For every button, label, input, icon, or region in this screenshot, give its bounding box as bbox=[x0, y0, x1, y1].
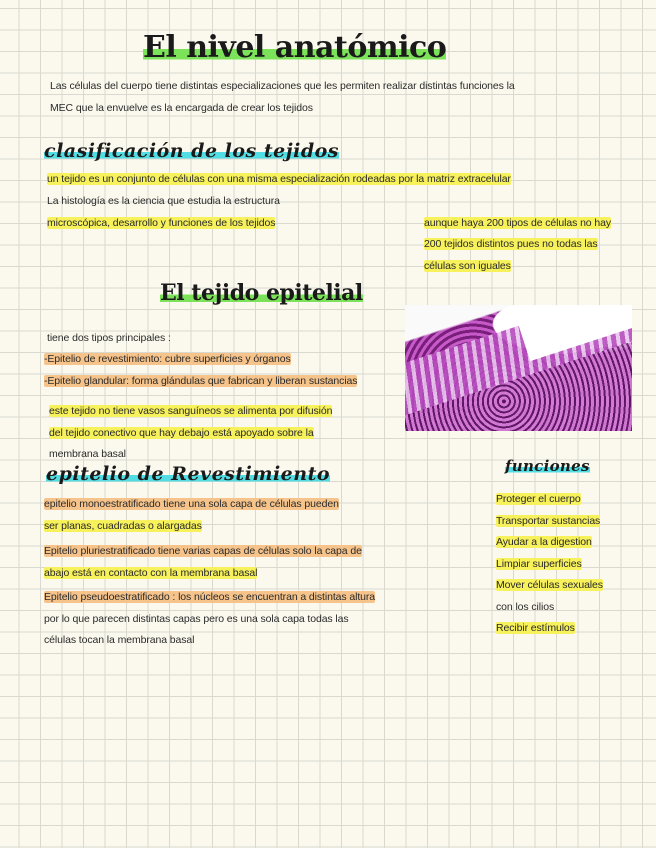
funcion-item: Recibir estímulos bbox=[496, 622, 575, 634]
tipos-intro: tiene dos tipos principales : bbox=[47, 332, 171, 344]
funcion-item: Transportar sustancias bbox=[496, 515, 601, 527]
note-line-2: 200 tejidos distintos pues no todas las bbox=[424, 238, 598, 250]
revestimiento-line-6: por lo que parecen distintas capas pero es una sola capa todas las bbox=[44, 613, 349, 625]
epithelium-micrograph bbox=[405, 305, 632, 431]
vasos-line-1: este tejido no tiene vasos sanguíneos se alimenta por difusión bbox=[49, 405, 333, 417]
funcion-item: con los cilios bbox=[496, 601, 555, 613]
note-line-1: aunque haya 200 tipos de células no hay bbox=[424, 217, 611, 229]
revestimiento-line-5: Epitelio pseudoestratificado : los núcleos se encuentran a distintas altura bbox=[44, 591, 376, 603]
revestimiento-heading: epitelio de Revestimiento bbox=[46, 463, 331, 485]
revestimiento-line-4: abajo está en contacto con la membrana basal bbox=[44, 567, 258, 579]
funcion-item: Mover células sexuales bbox=[496, 579, 603, 591]
funcion-item: Proteger el cuerpo bbox=[496, 493, 581, 505]
revestimiento-line-3: Epitelio pluriestratificado tiene varias capas de células solo la capa de bbox=[44, 545, 362, 557]
note-line-3: células son iguales bbox=[424, 260, 511, 272]
intro-line-2: MEC que la envuelve es la encargada de crear los tejidos bbox=[50, 102, 313, 114]
intro-line-1: Las células del cuerpo tiene distintas especializaciones que les permiten realizar distintas funciones la bbox=[50, 80, 515, 92]
vasos-line-2: del tejido conectivo que hay debajo está apoyado sobre la bbox=[49, 427, 314, 439]
tipo-revestimiento: -Epitelio de revestimiento: cubre superficies y órganos bbox=[44, 353, 291, 365]
page-title bbox=[143, 30, 446, 65]
clasificacion-heading: clasificación de los tejidos bbox=[44, 140, 339, 162]
clasificacion-line-1: un tejido es un conjunto de células con una misma especialización rodeadas por la matriz extracelular bbox=[47, 173, 511, 185]
page-title-text: El nivel anatómico bbox=[143, 30, 447, 65]
funciones-heading: funciones bbox=[505, 457, 590, 475]
revestimiento-line-7: células tocan la membrana basal bbox=[44, 634, 195, 646]
vasos-line-3: membrana basal bbox=[49, 448, 126, 460]
tipo-glandular: -Epitelio glandular: forma glándulas que fabrican y liberan sustancias bbox=[44, 375, 358, 387]
clasificacion-line-3: microscópica, desarrollo y funciones de los tejidos bbox=[47, 217, 276, 229]
funcion-item: Limpiar superficies bbox=[496, 558, 582, 570]
funcion-item: Ayudar a la digestion bbox=[496, 536, 592, 548]
clasificacion-line-2: La histología es la ciencia que estudia la estructura bbox=[47, 195, 280, 207]
revestimiento-line-1: epitelio monoestratificado tiene una sola capa de células pueden bbox=[44, 498, 339, 510]
revestimiento-line-2: ser planas, cuadradas o alargadas bbox=[44, 520, 202, 532]
epitelial-heading: El tejido epitelial bbox=[160, 280, 363, 306]
